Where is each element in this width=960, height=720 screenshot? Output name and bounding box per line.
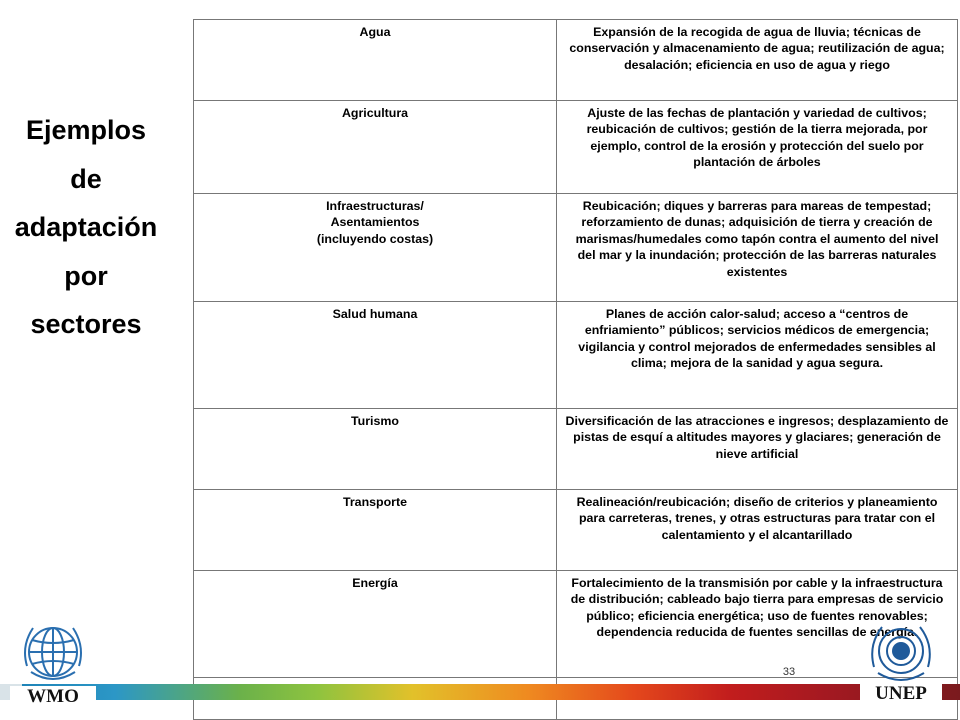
measures-cell: Expansión de la recogida de agua de lluvia; técnicas de conservación y almacenamiento de agua; reutilización de agua; desalación; eficiencia en uso de agua y riego [557,20,958,101]
measures-cell: Ajuste de las fechas de plantación y variedad de cultivos; reubicación de cultivos; gestión de la tierra mejorada, por ejemplo, control de la erosión y protección del suelo por plantación de árboles [557,101,958,194]
title-line: Ejemplos [25,115,147,145]
footer-color-strip [0,684,960,700]
unep-emblem-icon [865,615,937,687]
sector-cell: Agua [194,20,557,101]
unep-logo [860,615,942,705]
adaptation-table [193,19,958,720]
wmo-logo [10,616,96,708]
title-line: adaptación [14,212,158,243]
measures-cell: Realineación/reubicación; diseño de criterios y planeamiento para carreteras, trenes, y otras estructuras para tratar con el calentamiento y el alcantarillado [557,490,958,571]
table-row [194,302,958,409]
sector-cell: Agricultura [194,101,557,194]
measures-cell: Planes de acción calor-salud; acceso a “centros de enfriamiento” públicos; servicios médicos de emergencia; vigilancia y control mejorados de enfermedades sensibles al clima; mejora de la sanidad y agua segura. [557,302,958,409]
sector-cell: Salud humana [194,302,557,409]
sector-cell: Energía [194,571,557,678]
sector-cell: Transporte [194,490,557,571]
table-row [194,194,958,302]
title-line: de [70,163,102,194]
measures-cell: Diversificación de las atracciones e ingresos; desplazamiento de pistas de esquí a altitudes mayores y glaciares; generación de nieve artificial [557,409,958,490]
sector-cell: Infraestructuras/ Asentamientos (incluyendo costas) [194,194,557,302]
measures-cell: Fortalecimiento de la transmisión por cable y la infraestructura de distribución; cableado bajo tierra para empresas de servicio público; eficiencia energética; uso de fuentes renovables; dependencia reducida de fuentes sencillas de energía. [557,571,958,678]
page-number: 33 [782,666,796,678]
unep-logo-text: UNEP [860,683,942,705]
title-line: por [64,260,108,291]
table-row [194,409,958,490]
table-row [194,20,958,101]
slide-title [0,106,172,349]
wmo-emblem-icon [17,616,89,688]
title-line: sectores [30,309,142,340]
wmo-logo-text: WMO [10,686,96,708]
measures-cell: Reubicación; diques y barreras para mareas de tempestad; reforzamiento de dunas; adquisición de tierra y creación de marismas/humedales como tapón contra el aumento del nivel del mar y la inundación; protección de las barreras naturales existentes [557,194,958,302]
table-row [194,571,958,678]
table-row [194,490,958,571]
table-row [194,101,958,194]
sector-cell: Turismo [194,409,557,490]
